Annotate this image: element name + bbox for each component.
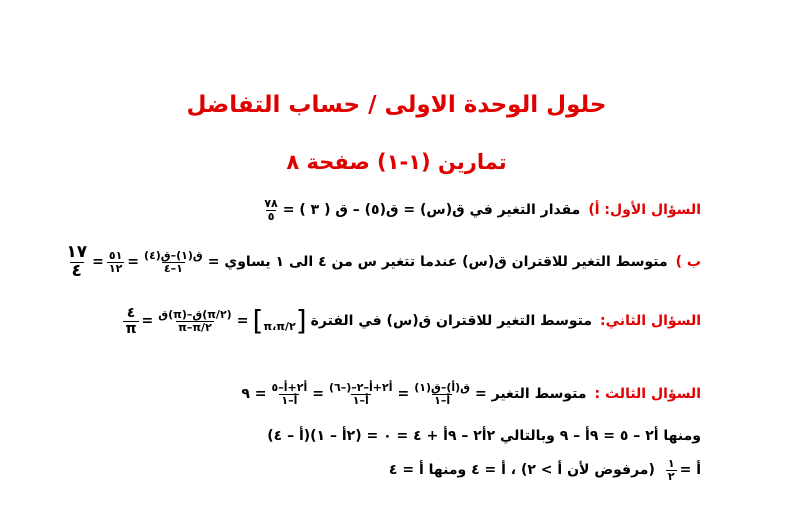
- equals-sign: =: [312, 386, 324, 403]
- question-2-interval: [252, 304, 307, 338]
- question-3-label: السؤال الثالث :: [594, 386, 701, 403]
- question-3-fraction-3: [270, 382, 310, 406]
- question-3-line-3-fraction: [666, 458, 677, 482]
- question-2: [120, 306, 701, 336]
- question-1b-fraction-3: [64, 244, 89, 281]
- equals-sign: =: [141, 313, 154, 330]
- fraction-numerator: ١٧: [66, 242, 88, 262]
- question-3-line-2-text: ومنها أ٢ – ٥ = ٩أ – ٩ وبالتالي ٢أ٢ – ٩أ + ٤ = ٠ = (٢أ – ١)(أ – ٤): [267, 428, 701, 444]
- interval-open-bracket: [: [252, 304, 264, 338]
- fraction-denominator: أ–١: [434, 393, 451, 407]
- fraction-numerator: ق(π)–ق(π/٢): [158, 308, 232, 322]
- fraction-numerator: ق(١)–ق(٤): [144, 249, 203, 263]
- question-3-line-2: [267, 428, 701, 444]
- equals-sign: =: [127, 254, 140, 271]
- question-1b: [61, 244, 701, 281]
- fraction-denominator: ١٢: [108, 261, 123, 275]
- question-1b-fraction-1: [142, 250, 205, 274]
- fraction-numerator: أ٢+أ–٢–(–٦): [329, 381, 393, 394]
- fraction-denominator: π–π/٢: [178, 320, 212, 334]
- question-1a: [259, 198, 701, 222]
- fraction-denominator: أ–١: [352, 393, 369, 407]
- question-3-line-3: [389, 458, 701, 482]
- fraction-numerator: أ٢+أ–٥: [271, 381, 308, 394]
- question-3-line-3-rest: (مرفوض لأن أ > ٢) ، أ = ٤ ومنها أ = ٤: [388, 462, 655, 479]
- equals-sign: =: [236, 313, 249, 330]
- question-3-result: = ٩: [241, 386, 267, 403]
- question-2-label: السؤال الثاني:: [600, 313, 701, 330]
- fraction-numerator: ٤: [126, 305, 136, 321]
- fraction-numerator: ١: [667, 457, 675, 470]
- question-1b-fraction-2: [107, 250, 124, 274]
- page-title: حلول الوحدة الاولى / حساب التفاضل: [186, 92, 607, 118]
- interval-body: π،π/٢: [263, 320, 296, 334]
- fraction-denominator: ٢: [667, 469, 675, 483]
- fraction-numerator: ق(أ)–ق(١): [414, 381, 471, 394]
- question-3: [241, 382, 701, 406]
- fraction-numerator: ٥١: [108, 249, 123, 263]
- fraction-numerator: ٧٨: [264, 197, 278, 210]
- fraction-denominator: π: [125, 320, 137, 337]
- question-3-fraction-1: [412, 382, 472, 406]
- question-1a-fraction: [262, 198, 279, 222]
- question-2-fraction-2: [123, 306, 138, 336]
- question-3-fraction-2: [327, 382, 395, 406]
- interval-close-bracket: ]: [295, 304, 307, 338]
- fraction-denominator: ١–٤: [163, 261, 183, 275]
- equals-sign: =: [92, 254, 104, 271]
- equals-sign: =: [397, 386, 410, 403]
- question-1b-text: متوسط التغير للاقتران ق(س) عندما تتغير س من ٤ الى ١ يساوي =: [207, 254, 668, 271]
- fraction-denominator: أ–١: [281, 393, 298, 407]
- question-2-fraction-1: [156, 309, 233, 333]
- fraction-denominator: ٤: [71, 260, 82, 281]
- question-3-line-3-start: أ =: [679, 462, 701, 479]
- question-1a-text: مقدار التغير في ق(س) = ق(٥) – ق ( ٣ ) =: [282, 202, 581, 219]
- question-1b-label: ب ): [675, 254, 701, 271]
- question-1-label: السؤال الأول: أ): [588, 202, 701, 219]
- question-2-text: متوسط التغير للاقتران ق(س) في الفترة: [310, 313, 593, 330]
- page-subtitle: تمارين (١-١) صفحة ٨: [286, 150, 507, 174]
- fraction-denominator: ٥: [267, 209, 275, 223]
- question-3-text: متوسط التغير =: [475, 386, 587, 403]
